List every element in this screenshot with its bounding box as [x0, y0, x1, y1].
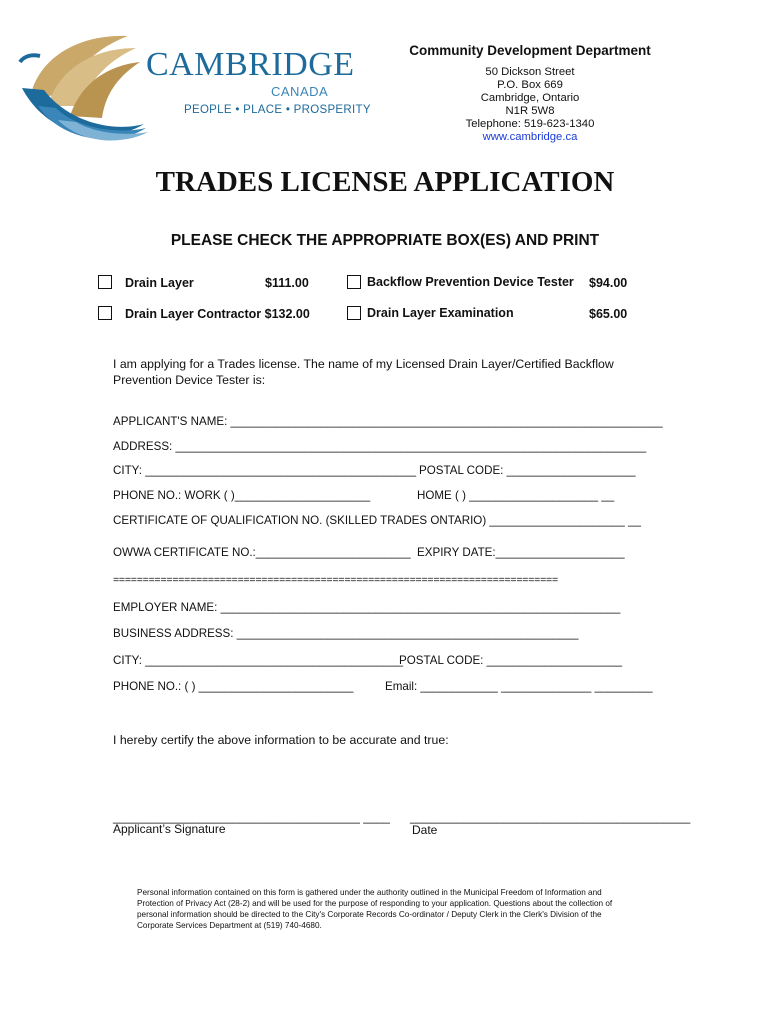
section-separator: ===========================================================================: [113, 574, 558, 586]
privacy-notice: Personal information contained on this form is gathered under the authority outlined in the Municipal Freedom of Information and Protection of Privacy Act (28-2) and will be used for the purpose of responding to your application. Questions about the collection of personal information should be directed to the City's Corporate Records Co-ordinator / Deputy Clerk in the Clerk's Division of the Corporate Services Department at (519) 740-4680.: [137, 888, 613, 930]
address-field[interactable]: ADDRESS: _________________________________________________________________________: [113, 440, 647, 453]
logo-name: CAMBRIDGE: [146, 46, 355, 83]
address-line: N1R 5W8: [505, 105, 555, 117]
intro-text: I am applying for a Trades license. The name of my Licensed Drain Layer/Certified Backflow Prevention Device Tester is:: [113, 357, 614, 387]
option-label-drain-layer-contractor: Drain Layer Contractor $132.00: [125, 307, 310, 321]
logo-tagline: PEOPLE • PLACE • PROSPERITY: [184, 104, 371, 116]
employer-postal-code-field[interactable]: POSTAL CODE: _____________________: [399, 654, 623, 667]
option-label-backflow-tester: Backflow Prevention Device Tester: [367, 275, 574, 289]
option-price-drain-layer-examination: $65.00: [589, 307, 628, 321]
checkbox-drain-layer-examination[interactable]: [347, 306, 361, 320]
certification-statement: I hereby certify the above information to be accurate and true:: [113, 733, 449, 747]
work-phone-field[interactable]: PHONE NO.: WORK ( )_____________________: [113, 489, 371, 502]
checkbox-backflow-tester[interactable]: [347, 275, 361, 289]
signature-line[interactable]: _____________________________________ ____: [113, 810, 390, 824]
page-title: TRADES LICENSE APPLICATION: [155, 166, 615, 198]
website-link[interactable]: www.cambridge.ca: [482, 131, 578, 143]
department-address: [430, 66, 630, 144]
date-line[interactable]: __________________________________________: [410, 810, 691, 824]
option-label-drain-layer-examination: Drain Layer Examination: [367, 306, 514, 320]
option-price-backflow-tester: $94.00: [589, 276, 628, 290]
email-field[interactable]: Email: ____________ ______________ _________: [385, 680, 653, 693]
certificate-of-qualification-field[interactable]: CERTIFICATE OF QUALIFICATION NO. (SKILLED TRADES ONTARIO) _____________________ __: [113, 514, 641, 527]
address-line: 50 Dickson Street: [485, 66, 575, 78]
employer-phone-field[interactable]: PHONE NO.: ( ) ________________________: [113, 680, 354, 693]
city-field[interactable]: CITY: __________________________________________: [113, 464, 417, 477]
checkbox-drain-layer[interactable]: [98, 275, 112, 289]
signature-label: Applicant’s Signature: [113, 822, 226, 836]
date-label: Date: [412, 823, 438, 837]
telephone: Telephone: 519-623-1340: [465, 118, 595, 130]
postal-code-field[interactable]: POSTAL CODE: ____________________: [419, 464, 636, 477]
home-phone-field[interactable]: HOME ( ) ____________________ __: [417, 489, 615, 502]
logo-country: CANADA: [271, 84, 329, 99]
checkbox-drain-layer-contractor[interactable]: [98, 306, 112, 320]
option-label-drain-layer: Drain Layer: [125, 276, 194, 290]
applicant-name-field[interactable]: APPLICANT'S NAME: ___________________________________________________________________: [113, 415, 663, 428]
address-line: P.O. Box 669: [497, 79, 563, 91]
address-line: Cambridge, Ontario: [480, 92, 580, 104]
expiry-date-field[interactable]: EXPIRY DATE:____________________: [417, 546, 625, 559]
business-address-field[interactable]: BUSINESS ADDRESS: _____________________________________________________: [113, 627, 579, 640]
option-price-drain-layer: $111.00: [265, 276, 309, 290]
employer-city-field[interactable]: CITY: ________________________________________: [113, 654, 404, 667]
instructions-heading: PLEASE CHECK THE APPROPRIATE BOX(ES) AND PRINT: [170, 232, 600, 249]
department-name: Community Development Department: [409, 43, 651, 58]
employer-name-field[interactable]: EMPLOYER NAME: ______________________________________________________________: [113, 601, 621, 614]
owwa-certificate-field[interactable]: OWWA CERTIFICATE NO.:________________________: [113, 546, 411, 559]
